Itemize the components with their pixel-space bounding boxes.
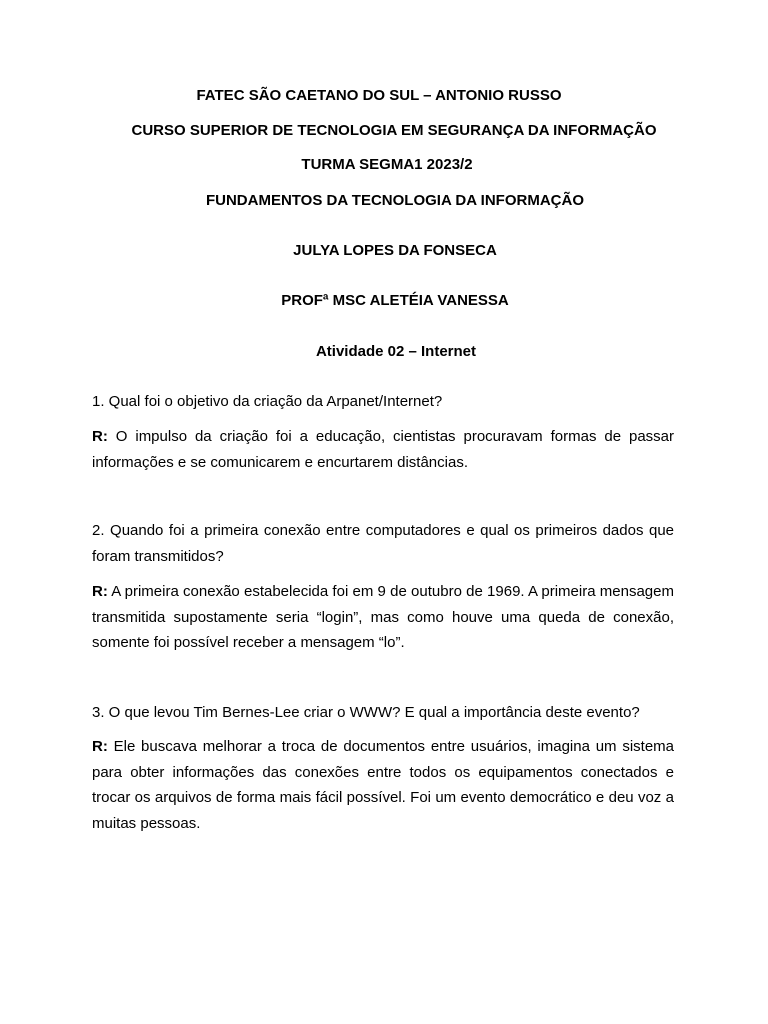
- answer-2: [92, 579, 674, 656]
- answer-text: A primeira conexão estabelecida foi em 9 de outubro de 1969. A primeira mensagem transmitida supostamente seria “login”, mas como houve uma queda de conexão, somente foi possível receber a mensagem “lo”.: [92, 583, 674, 651]
- question-text: 1. Qual foi o objetivo da criação da Arpanet/Internet?: [92, 393, 443, 410]
- answer-label: R:: [92, 738, 108, 755]
- answer-text: Ele buscava melhorar a troca de documentos entre usuários, imagina um sistema para obter informações das conexões entre todos os equipamentos conectados e trocar os arquivos de forma mais fácil possível. Foi um evento democrático e deu voz a muitas pessoas.: [92, 738, 674, 832]
- professor-name: PROFª MSC ALETÉIA VANESSA: [281, 292, 509, 309]
- answer-text: O impulso da criação foi a educação, cientistas procuravam formas de passar informações e se comunicarem e encurtarem distâncias.: [92, 428, 675, 471]
- course-heading: CURSO SUPERIOR DE TECNOLOGIA EM SEGURANÇA DA INFORMAÇÃO: [131, 122, 657, 139]
- subject-heading: FUNDAMENTOS DA TECNOLOGIA DA INFORMAÇÃO: [205, 192, 585, 209]
- student-name: JULYA LOPES DA FONSECA: [293, 242, 497, 259]
- question-text: 2. Quando foi a primeira conexão entre computadores e qual os primeiros dados que foram transmitidos?: [92, 522, 674, 565]
- class-heading: TURMA SEGMA1 2023/2: [301, 156, 473, 173]
- question-3: [92, 700, 674, 726]
- answer-3: [92, 734, 674, 836]
- question-text: 3. O que levou Tim Bernes-Lee criar o WWW? E qual a importância deste evento?: [92, 704, 640, 721]
- question-2: [92, 518, 674, 569]
- institution-heading: FATEC SÃO CAETANO DO SUL – ANTONIO RUSSO: [196, 87, 562, 104]
- answer-label: R:: [92, 428, 108, 445]
- activity-title: Atividade 02 – Internet: [315, 343, 477, 360]
- answer-1: [92, 424, 674, 475]
- answer-label: R:: [92, 583, 108, 600]
- question-1: [92, 389, 674, 415]
